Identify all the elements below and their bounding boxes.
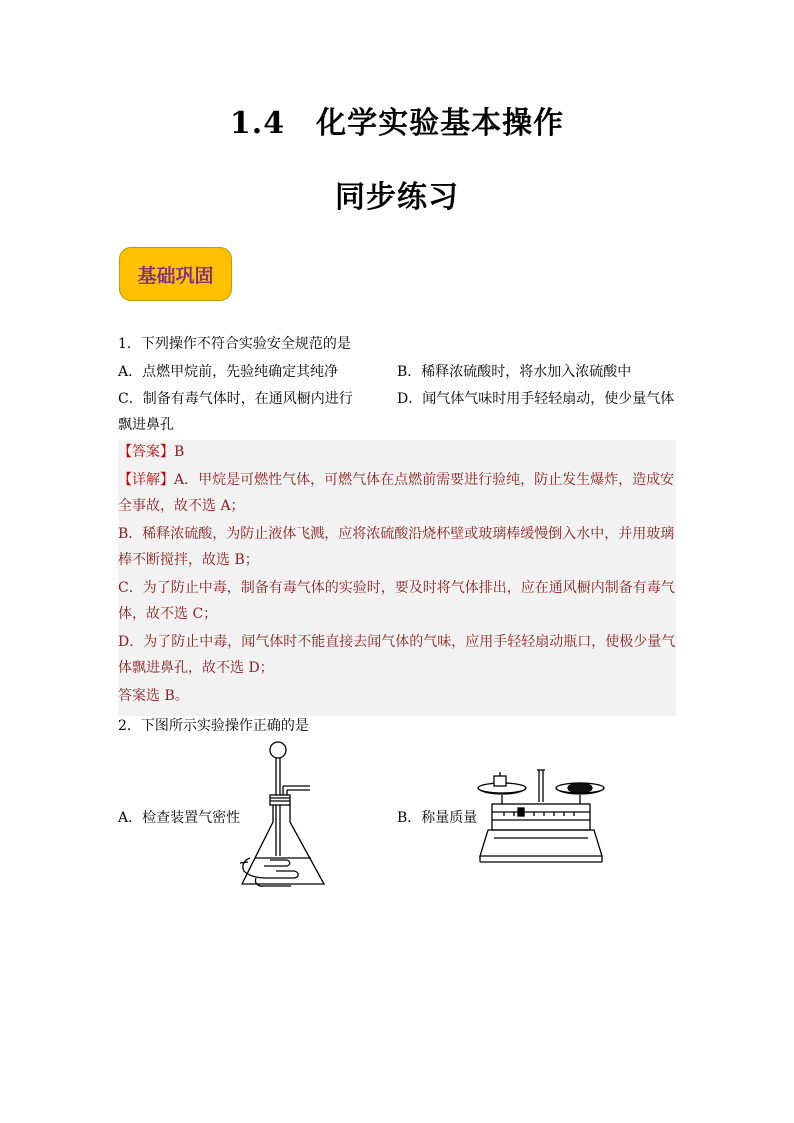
detail-line: 体飘进鼻孔，故不选 D； (118, 660, 274, 676)
answer-value: B (174, 444, 185, 460)
detail-line (118, 470, 674, 490)
detail-line: B．稀释浓硫酸，为防止液体飞溅，应将浓硫酸沿烧杯壁或玻璃棒缓慢倒入水中，并用玻璃 (118, 526, 675, 542)
q1-option-c: C．制备有毒气体时，在通风橱内进行 (118, 391, 353, 407)
detail-text: A．甲烷是可燃性气体，可燃气体在点燃前需要进行验纯，防止发生爆炸，造成安 (174, 472, 675, 488)
q2-option-a: A．检查装置气密性 (118, 810, 241, 826)
q1-option-d-continued: 飘进鼻孔 (118, 417, 174, 433)
detail-line: D．为了防止中毒，闻气体时不能直接去闻气体的气味，应用手轻轻扇动瓶口，使极少量气 (118, 634, 676, 650)
question-1-stem: 1．下列操作不符合实验安全规范的是 (118, 336, 351, 352)
q1-option-b: B．稀释浓硫酸时，将水加入浓硫酸中 (397, 364, 632, 380)
q1-option-a: A．点燃甲烷前，先验纯确定其纯净 (118, 364, 339, 380)
detail-line: 棒不断搅拌，故选 B； (118, 552, 259, 568)
detail-tag: 【详解】 (118, 472, 174, 488)
flask-figure (236, 738, 332, 890)
detail-line: 答案选 B。 (118, 688, 189, 704)
q1-option-d: D．闻气体气味时用手轻轻扇动，使少量气体 (397, 391, 675, 407)
answer-tag: 【答案】 (118, 444, 174, 460)
question-2-stem: 2．下图所示实验操作正确的是 (118, 718, 309, 734)
answer-line (118, 442, 184, 462)
page-title: 1.4 化学实验基本操作 (229, 106, 565, 141)
detail-line: 全事故，故不选 A； (118, 498, 245, 514)
page-subtitle: 同步练习 (335, 180, 459, 215)
section-badge: 基础巩固 (119, 247, 232, 301)
balance-figure (474, 764, 610, 866)
detail-line: 体，故不选 C； (118, 606, 218, 622)
q2-option-b: B．称量质量 (397, 810, 478, 826)
answer-panel (118, 440, 676, 716)
detail-line: C．为了防止中毒，制备有毒气体的实验时，要及时将气体排出，应在通风橱内制备有毒气 (118, 580, 675, 596)
